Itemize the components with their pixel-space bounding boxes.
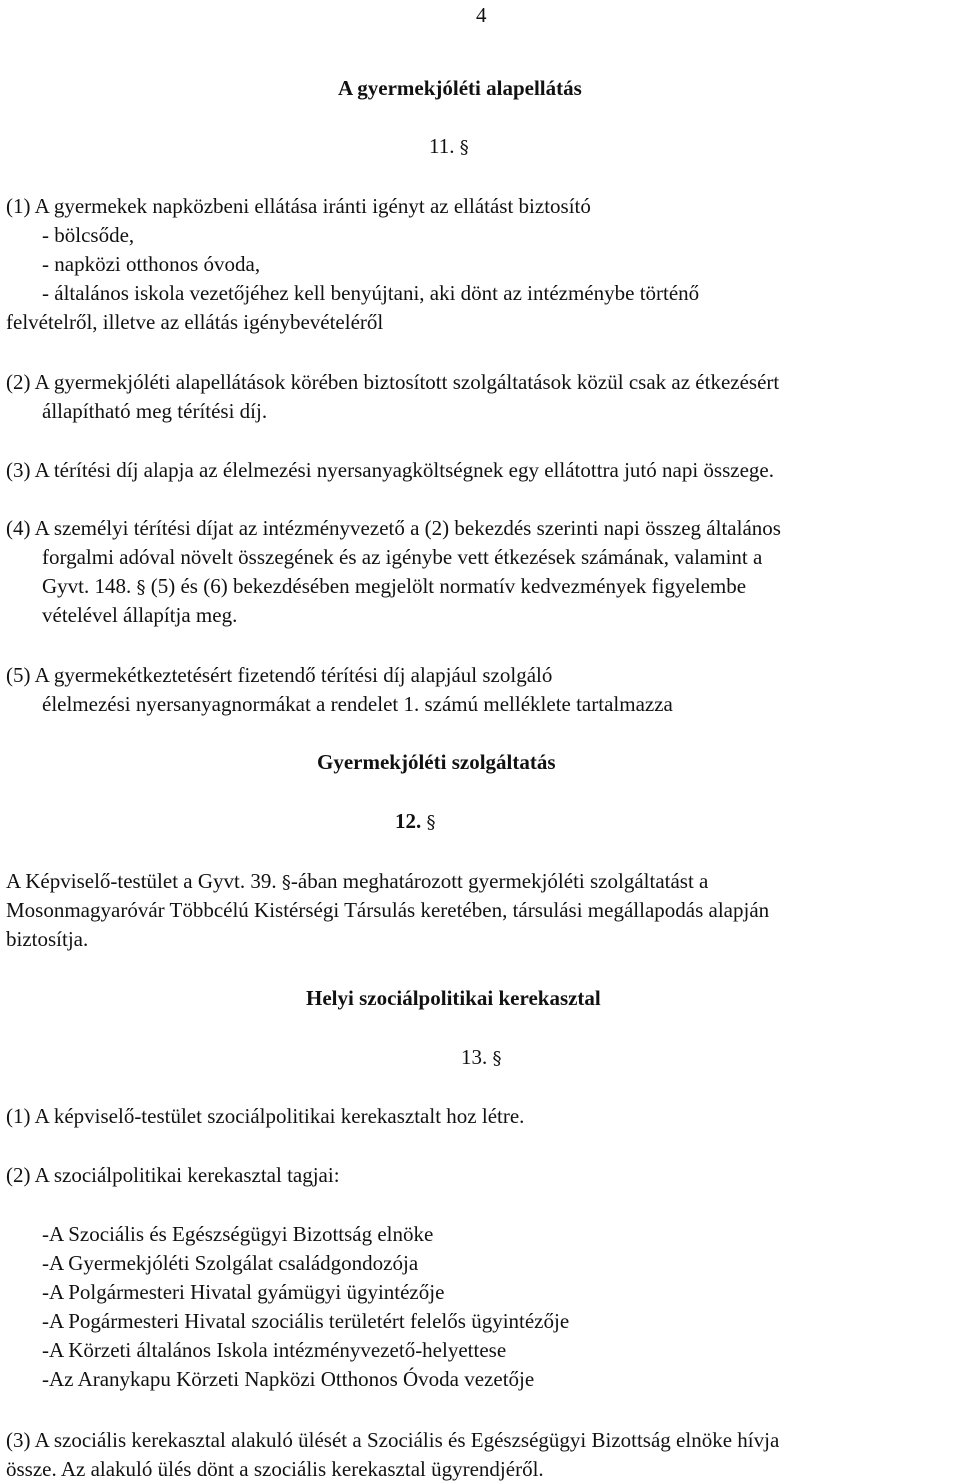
paragraph-number-11 [429, 136, 469, 157]
s1-p4-line-2: forgalmi adóval növelt összegének és az igénybe vett étkezések számának, valamint a [42, 545, 763, 569]
section-sign: § [136, 577, 146, 598]
section-sign: § [459, 137, 469, 158]
s2-line-3: biztosítja. [6, 927, 89, 951]
s1-p4-line-1: (4) A személyi térítési díjat az intézményvezető a (2) bekezdés szerinti napi összeg általános [6, 516, 781, 540]
section-heading-helyi-szocialpolitikai-kerekasztal: Helyi szociálpolitikai kerekasztal [306, 986, 601, 1010]
page-number: 4 [476, 3, 487, 27]
s1-p1-line-1: (1) A gyermekek napközbeni ellátása iránti igényt az ellátást biztosító [6, 194, 591, 218]
s3-p3-line-1: (3) A szociális kerekasztal alakuló ülését a Szociális és Egészségügyi Bizottság elnöke hívja [6, 1428, 780, 1452]
s1-p1-line-3: - napközi otthonos óvoda, [42, 252, 261, 276]
section-heading-gyermekjoleti-szolgaltatas: Gyermekjóléti szolgáltatás [317, 750, 556, 774]
paragraph-number-13 [461, 1047, 502, 1068]
member-list-item: -A Körzeti általános Iskola intézményvezető-helyettese [42, 1338, 507, 1362]
s3-p1: (1) A képviselő-testület szociálpolitikai kerekasztalt hoz létre. [6, 1104, 525, 1128]
s1-p5-line-2: élelmezési nyersanyagnormákat a rendelet 1. számú melléklete tartalmazza [42, 692, 673, 716]
s2-line-1-end: -ában meghatározott gyermekjóléti szolgáltatást a [290, 869, 709, 893]
s3-p3-line-2: össze. Az alakuló ülés dönt a szociális kerekasztal ügyrendjéről. [6, 1457, 544, 1481]
member-list-item: -Az Aranykapu Körzeti Napközi Otthonos Óvoda vezetője [42, 1367, 535, 1391]
paragraph-number: 12. [395, 809, 422, 833]
s1-p5-line-1: (5) A gyermekétkeztetésért fizetendő térítési díj alapjául szolgáló [6, 663, 553, 687]
s1-p2-line-1: (2) A gyermekjóléti alapellátások körében biztosított szolgáltatások közül csak az étkezésért [6, 370, 780, 394]
section-sign: § [426, 812, 436, 833]
paragraph-number: 11. [429, 134, 455, 158]
section-sign: § [281, 872, 291, 893]
member-list-item: -A Szociális és Egészségügyi Bizottság elnöke [42, 1222, 434, 1246]
s1-p4-line-4: vételével állapítja meg. [42, 603, 238, 627]
s1-p3-line-1: (3) A térítési díj alapja az élelmezési nyersanyagköltségnek egy ellátottra jutó napi összege. [6, 458, 774, 482]
s3-p2: (2) A szociálpolitikai kerekasztal tagjai: [6, 1163, 340, 1187]
s2-line-1 [6, 871, 708, 892]
s1-p1-line-2: - bölcsőde, [42, 223, 135, 247]
section-sign: § [492, 1048, 502, 1069]
s1-p2-line-2: állapítható meg térítési díj. [42, 399, 268, 423]
paragraph-number: 13. [461, 1045, 488, 1069]
paragraph-number-12 [395, 811, 436, 832]
s2-line-2: Mosonmagyaróvár Többcélú Kistérségi Társulás keretében, társulási megállapodás alapján [6, 898, 770, 922]
s1-p4-line-3 [42, 576, 746, 597]
s1-p1-line-5: felvételről, illetve az ellátás igénybevételéről [6, 310, 384, 334]
s2-line-1-start: A Képviselő-testület a Gyvt. 39. [6, 869, 277, 893]
law-reference-rest: (5) és (6) bekezdésében megjelölt normatív kedvezmények figyelembe [150, 574, 747, 598]
law-reference: Gyvt. 148. [42, 574, 132, 598]
member-list-item: -A Gyermekjóléti Szolgálat családgondozója [42, 1251, 419, 1275]
member-list-item: -A Pogármesteri Hivatal szociális területért felelős ügyintézője [42, 1309, 570, 1333]
member-list-item: -A Polgármesteri Hivatal gyámügyi ügyintézője [42, 1280, 445, 1304]
section-heading-gyermekjoleti-alapellatas: A gyermekjóléti alapellátás [338, 76, 582, 100]
s1-p1-line-4: - általános iskola vezetőjéhez kell benyújtani, aki dönt az intézménybe történő [42, 281, 700, 305]
